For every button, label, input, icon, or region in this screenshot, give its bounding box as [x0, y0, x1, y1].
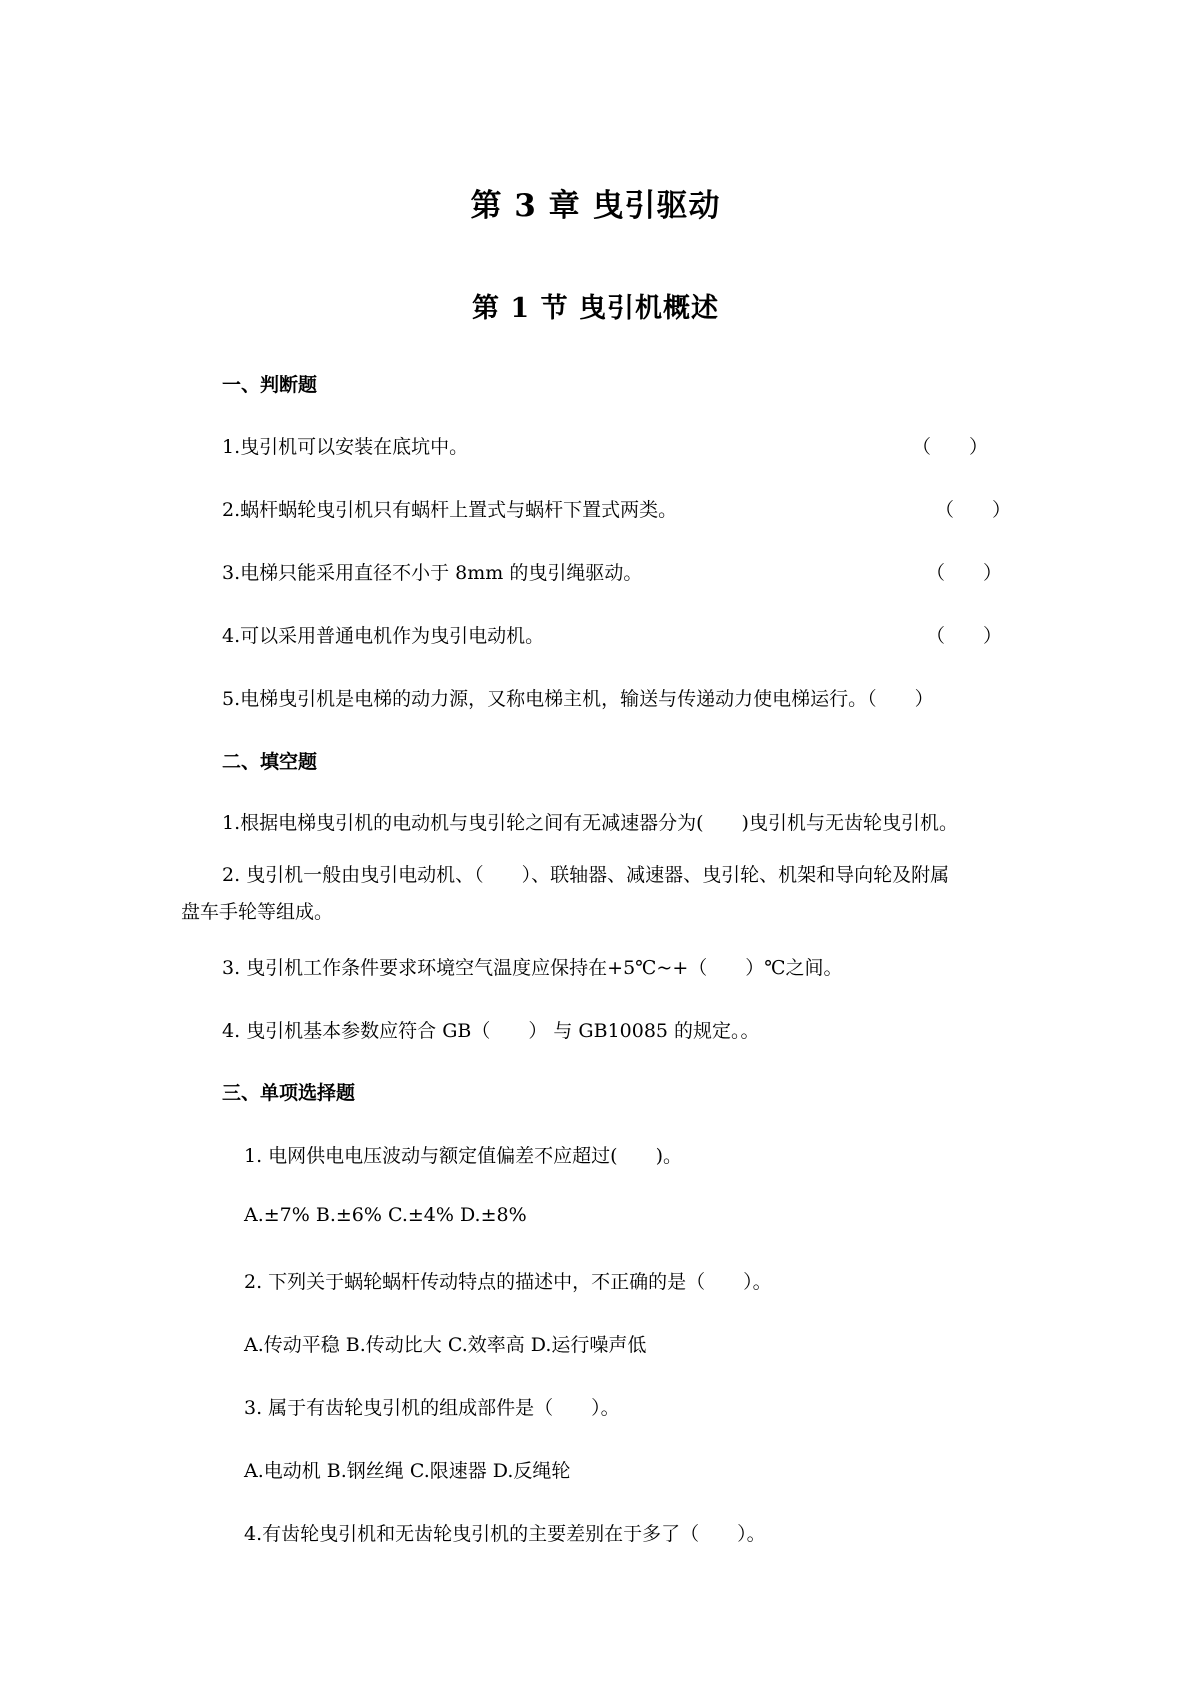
fill-item-3: 3. 曳引机工作条件要求环境空气温度应保持在+5℃~+（ ）℃之间。 [222, 957, 843, 979]
choice-heading: 三、单项选择题 [222, 1082, 356, 1104]
fill-item-2: 2. 曳引机一般由曳引电动机、（ ）、联轴器、减速器、曳引轮、机架和导向轮及附属 [222, 864, 950, 886]
choice-options-2: A.传动平稳 B.传动比大 C.效率高 D.运行噪声低 [244, 1334, 647, 1356]
judgment-item-2: 2.蜗杆蜗轮曳引机只有蜗杆上置式与蜗杆下置式两类。 [222, 499, 678, 521]
judgment-item-1-blank: （ ） [912, 436, 989, 458]
choice-options-1: A.±7% B.±6% C.±4% D.±8% [244, 1204, 527, 1226]
choice-question-3: 3. 属于有齿轮曳引机的组成部件是（ ）。 [244, 1397, 620, 1419]
judgment-item-3-blank: （ ） [926, 562, 1003, 584]
choice-question-2: 2. 下列关于蜗轮蜗杆传动特点的描述中，不正确的是（ ）。 [244, 1271, 772, 1293]
judgment-item-2-blank: （ ） [935, 499, 1012, 521]
fill-item-2-continued: 盘车手轮等组成。 [181, 901, 334, 923]
choice-question-4: 4.有齿轮曳引机和无齿轮曳引机的主要差别在于多了（ ）。 [244, 1523, 766, 1545]
judgment-item-5: 5.电梯曳引机是电梯的动力源，又称电梯主机，输送与传递动力使电梯运行。（ ） [222, 688, 934, 710]
choice-question-1: 1. 电网供电电压波动与额定值偏差不应超过( )。 [244, 1145, 682, 1167]
judgment-item-3: 3.电梯只能采用直径不小于 8mm 的曳引绳驱动。 [222, 562, 643, 584]
judgment-item-1: 1.曳引机可以安装在底坑中。 [222, 436, 469, 458]
judgment-heading: 一、判断题 [222, 374, 318, 396]
fill-item-1: 1.根据电梯曳引机的电动机与曳引轮之间有无减速器分为( )曳引机与无齿轮曳引机。 [222, 812, 958, 834]
judgment-item-4: 4.可以采用普通电机作为曳引电动机。 [222, 625, 545, 647]
choice-options-3: A.电动机 B.钢丝绳 C.限速器 D.反绳轮 [244, 1460, 571, 1482]
section-title: 第 1 节 曳引机概述 [472, 293, 719, 324]
fill-item-4: 4. 曳引机基本参数应符合 GB（ ） 与 GB10085 的规定。。 [222, 1020, 760, 1042]
fill-heading: 二、填空题 [222, 751, 318, 773]
chapter-title: 第 3 章 曳引驱动 [470, 188, 721, 224]
judgment-item-4-blank: （ ） [926, 625, 1003, 647]
